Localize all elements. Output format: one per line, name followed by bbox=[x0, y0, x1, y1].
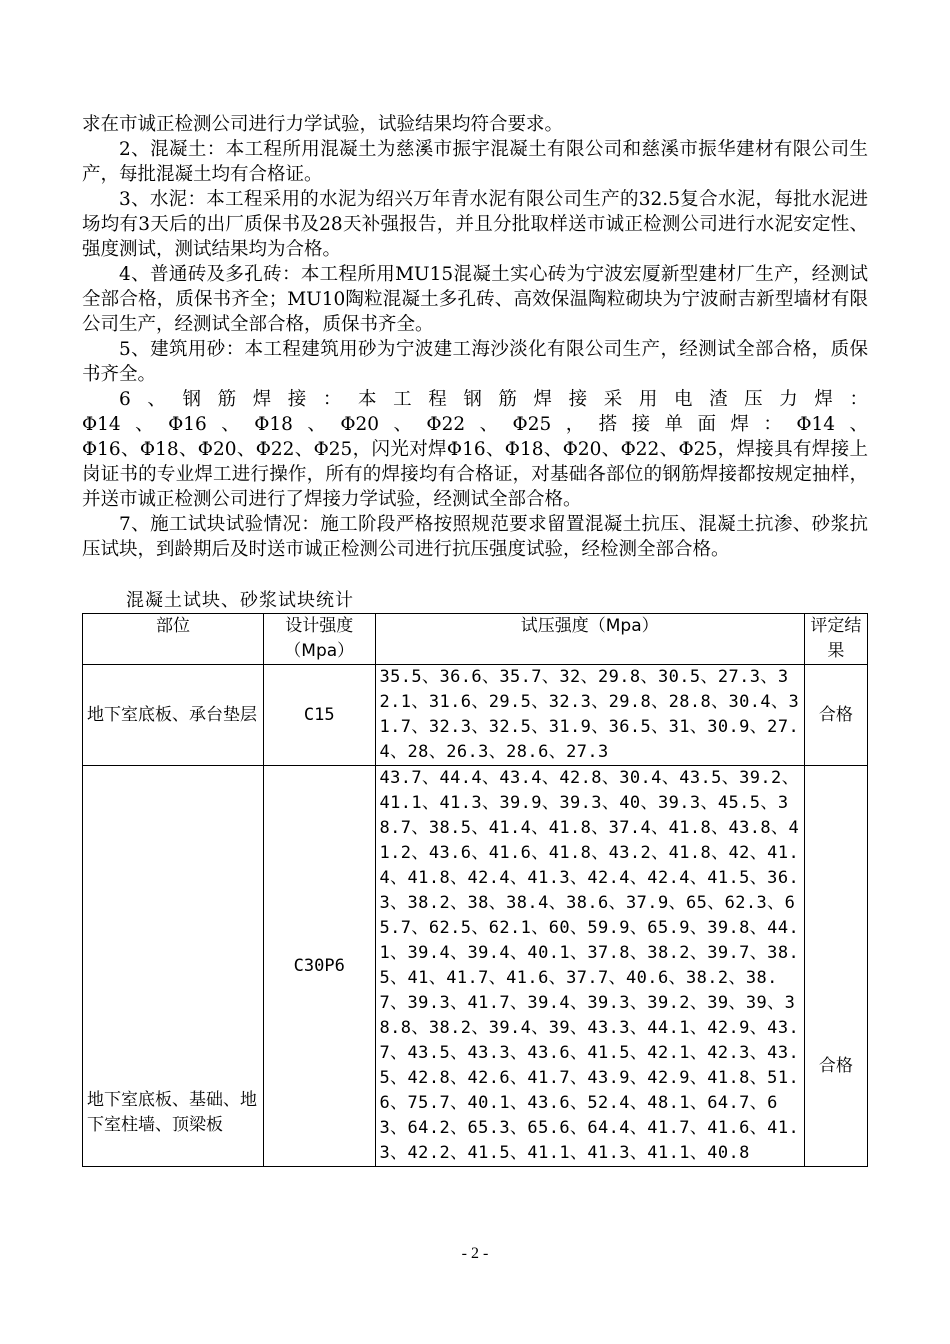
document-page bbox=[82, 112, 868, 1167]
cell-design-strength: C15 bbox=[263, 665, 375, 766]
paragraph-continuation: 求在市诚正检测公司进行力学试验，试验结果均符合要求。 bbox=[82, 114, 564, 135]
cell-result: 合格 bbox=[804, 766, 867, 1167]
table-row bbox=[83, 665, 868, 766]
paragraph-bricks: 4、普通砖及多孔砖：本工程所用MU15混凝土实心砖为宁波宏厦新型建材厂生产，经测试全部合格，质保书齐全；MU10陶粒混凝土多孔砖、高效保温陶粒砌块为宁波耐吉新型墙材有限公司生产，经测试全部合格，质保书齐全。 bbox=[82, 264, 868, 335]
header-test-strength: 试压强度（Mpa） bbox=[375, 614, 804, 665]
test-block-table bbox=[82, 613, 868, 1167]
cell-part: 地下室底板、基础、地下室柱墙、顶梁板 bbox=[83, 766, 264, 1167]
cell-part: 地下室底板、承台垫层 bbox=[83, 665, 264, 766]
cell-design-strength: C30P6 bbox=[263, 766, 375, 1167]
cell-test-values: 43.7、44.4、43.4、42.8、30.4、43.5、39.2、41.1、41.3、39.9、39.3、40、39.3、45.5、38.7、38.5、41.4、41.8、37.4、41.8、43.8、41.2、43.6、41.6、41.8、43.2、41.8、42、41.4、41.8、42.4、41.3、42.4、42.4、41.5、36.3、38.2、38、38.4、38.6、37.9、65、62.3、65.7、62.5、62.1、60、59.9、65.9、39.8、44.1、39.4、39.4、40.1、37.8、38.2、39.7、38.5、41、41.7、41.6、37.7、40.6、38.2、38.7、39.3、41.7、39.4、39.3、39.2、39、39、38.8、38.2、39.4、39、43.3、44.1、42.9、43.7、43.5、43.3、43.6、41.5、42.1、42.3、43.5、42.8、42.6、41.7、43.9、42.9、41.8、51.6、75.7、40.1、43.6、52.4、48.1、64.7、63、64.2、65.3、65.6、64.4、41.7、41.6、41.3、42.2、41.5、41.1、41.3、41.1、40.8 bbox=[375, 766, 804, 1167]
paragraph-welding-line1: 6、钢筋焊接：本工程钢筋焊接采用电渣压力焊： bbox=[119, 389, 868, 410]
paragraph-test-blocks: 7、施工试块试验情况：施工阶段严格按照规范要求留置混凝土抗压、混凝土抗渗、砂浆抗压试块，到龄期后及时送市诚正检测公司进行抗压强度试验，经检测全部合格。 bbox=[82, 514, 868, 560]
paragraph-welding bbox=[82, 387, 868, 512]
paragraph-sand: 5、建筑用砂：本工程建筑用砂为宁波建工海沙淡化有限公司生产，经测试全部合格，质保书齐全。 bbox=[82, 339, 868, 385]
table-header-row bbox=[83, 614, 868, 665]
page-number: - 2 - bbox=[461, 1245, 489, 1262]
paragraph-cement: 3、水泥：本工程采用的水泥为绍兴万年青水泥有限公司生产的32.5复合水泥，每批水泥进场均有3天后的出厂质保书及28天补强报告，并且分批取样送市诚正检测公司进行水泥安定性、强度测试，测试结果均为合格。 bbox=[82, 189, 868, 260]
cell-result: 合格 bbox=[804, 665, 867, 766]
paragraph-welding-rest: Φ16、Φ18、Φ20、Φ22、Φ25，闪光对焊Φ16、Φ18、Φ20、Φ22、Φ25，焊接具有焊接上岗证书的专业焊工进行操作，所有的焊接均有合格证，对基础各部位的钢筋焊接都按规定抽样，并送市诚正检测公司进行了焊接力学试验，经测试全部合格。 bbox=[82, 439, 868, 510]
cell-test-values: 35.5、36.6、35.7、32、29.8、30.5、27.3、32.1、31.6、29.5、32.3、29.8、28.8、30.4、31.7、32.3、32.5、31.9、36.5、31、30.9、27.4、28、26.3、28.6、27.3 bbox=[375, 665, 804, 766]
header-design-strength: 设计强度（Mpa） bbox=[263, 614, 375, 665]
paragraph-welding-line2: Φ14、Φ16、Φ18、Φ20、Φ22、Φ25，搭接单面焊：Φ14、 bbox=[82, 414, 868, 435]
table-caption: 混凝土试块、砂浆试块统计 bbox=[126, 590, 354, 611]
header-part: 部位 bbox=[83, 614, 264, 665]
paragraph-concrete: 2、混凝土：本工程所用混凝土为慈溪市振宇混凝土有限公司和慈溪市振华建材有限公司生产，每批混凝土均有合格证。 bbox=[82, 139, 868, 185]
table-row bbox=[83, 766, 868, 1167]
header-result: 评定结果 bbox=[804, 614, 867, 665]
